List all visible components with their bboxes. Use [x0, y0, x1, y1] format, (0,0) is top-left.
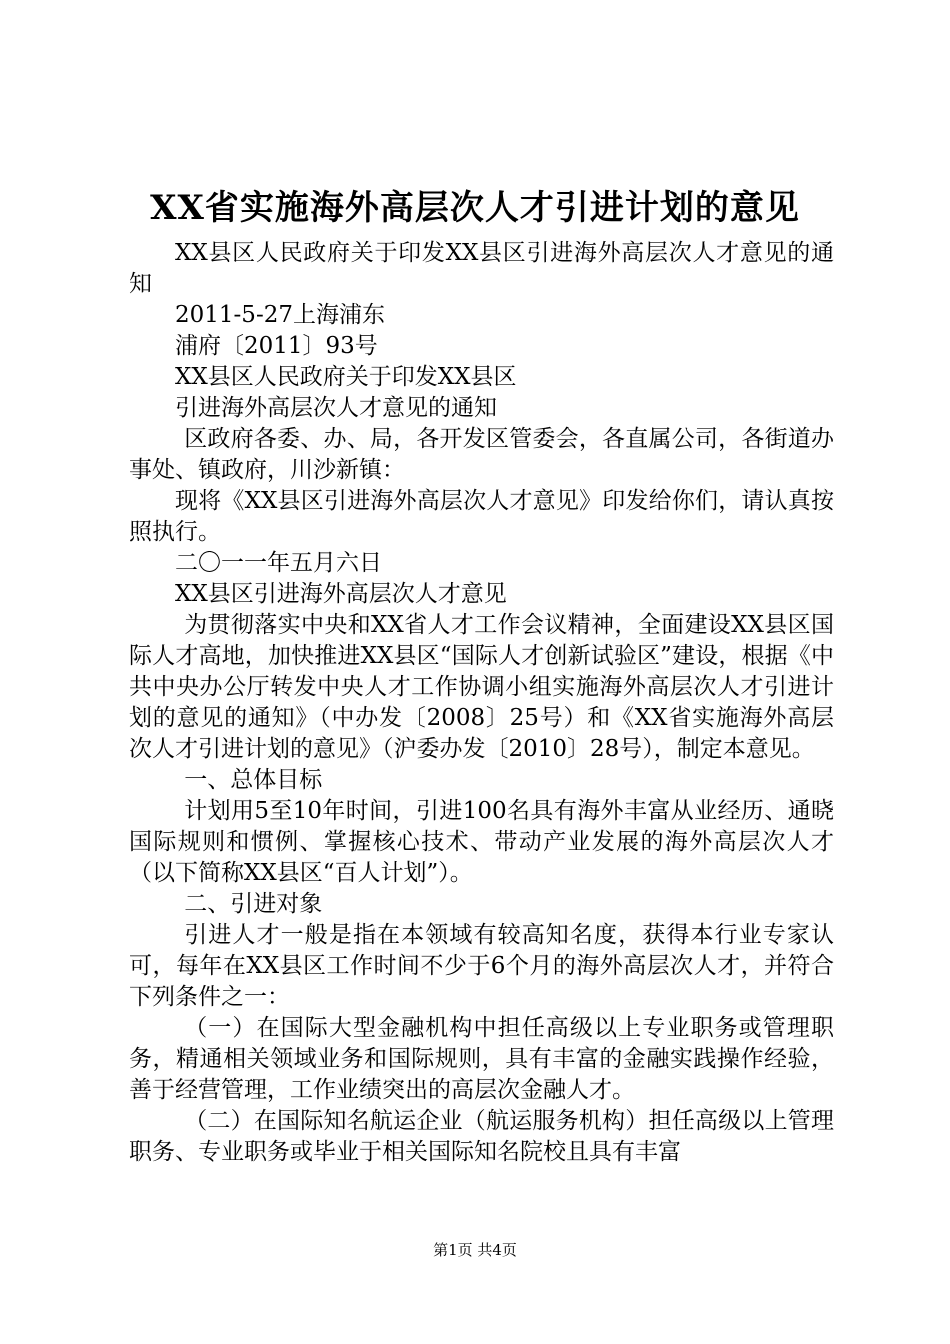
paragraph-preamble: 为贯彻落实中央和XX省人才工作会议精神，全面建设XX县区国际人才高地，加快推进XX县区“国际人才创新试验区”建设，根据《中共中央办公厅转发中央人才工作协调小组实施海外高层次人才引进计划的意见的通知》（中办发〔2008〕25号）和《XX省实施海外高层次人才引进计划的意见》（沪委办发〔2010〕28号），制定本意见。: [129, 612, 834, 762]
paragraph-opinion-title: XX县区引进海外高层次人才意见: [175, 581, 507, 607]
paragraph-instruction: 现将《XX县区引进海外高层次人才意见》印发给你们，请认真按照执行。: [129, 488, 834, 545]
document-title: XX省实施海外高层次人才引进计划的意见: [150, 188, 800, 228]
section-heading-goal: 一、总体目标: [184, 767, 323, 793]
paragraph-recipients: 区政府各委、办、局，各开发区管委会，各直属公司，各街道办事处、镇政府，川沙新镇：: [129, 426, 834, 483]
paragraph-issuer: XX县区人民政府关于印发XX县区: [175, 364, 517, 390]
paragraph-issue-date: 二〇一一年五月六日: [175, 550, 382, 576]
paragraph-notice-subject: 引进海外高层次人才意见的通知: [175, 395, 497, 421]
paragraph-condition-1: （一）在国际大型金融机构中担任高级以上专业职务或管理职务，精通相关领域业务和国际规则，具有丰富的金融实践操作经验，善于经营管理，工作业绩突出的高层次金融人才。: [129, 1015, 834, 1103]
paragraph-goal: 计划用5至10年时间，引进100名具有海外丰富从业经历、通晓国际规则和惯例、掌握核心技术、带动产业发展的海外高层次人才（以下简称XX县区“百人计划”）。: [129, 798, 834, 886]
paragraph-condition-2: （二）在国际知名航运企业（航运服务机构）担任高级以上管理职务、专业职务或毕业于相关国际知名院校且具有丰富: [129, 1108, 834, 1165]
document-body: [129, 238, 834, 1168]
paragraph-targets: 引进人才一般是指在本领域有较高知名度，获得本行业专家认可，每年在XX县区工作时间不少于6个月的海外高层次人才，并符合下列条件之一：: [129, 922, 834, 1010]
section-heading-targets: 二、引进对象: [184, 891, 323, 917]
page-number-footer: 第1页 共4页: [433, 1241, 517, 1259]
paragraph-notice-title: XX县区人民政府关于印发XX县区引进海外高层次人才意见的通知: [129, 240, 834, 297]
paragraph-date-place: 2011-5-27上海浦东: [175, 302, 385, 328]
paragraph-doc-number: 浦府〔2011〕93号: [175, 333, 378, 359]
